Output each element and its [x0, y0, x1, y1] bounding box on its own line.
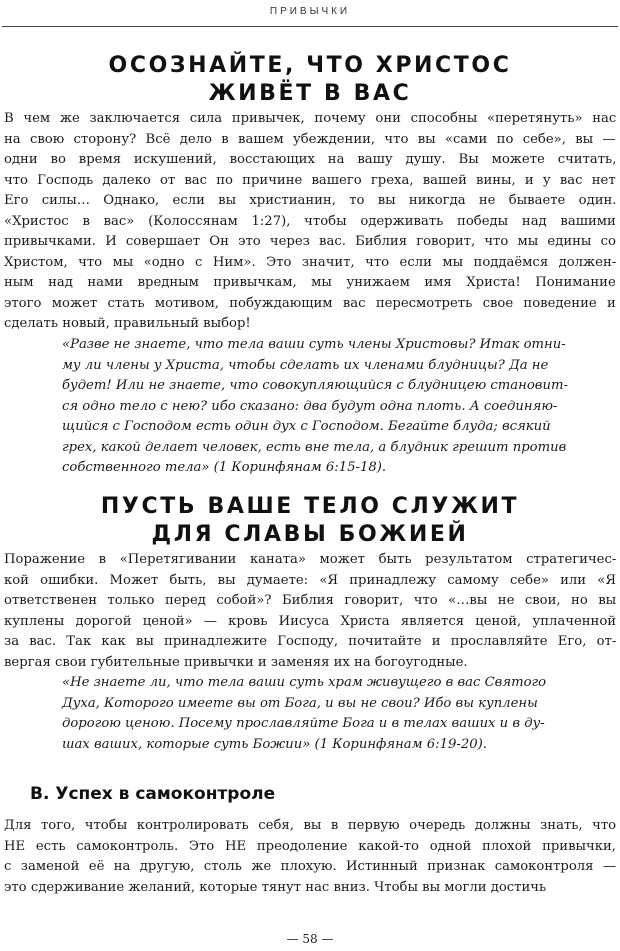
section1-scripture-quote: [62, 335, 614, 479]
quote-line: «Разве не знаете, что тела ваши суть члены Христовы? Итак отни-: [62, 337, 566, 352]
text-line: на свою сторону? Всё дело в вашем убеждении, что вы «сами по себе», вы —: [4, 131, 616, 147]
text-line: это сдерживание желаний, которые тянут нас вниз. Чтобы вы могли достичь: [4, 879, 547, 895]
quote-line: грех, какой делает человек, есть вне тела, а блудник грешит против: [62, 439, 567, 455]
text-line: В чем же заключается сила привычек, почему они способны «перетянуть» нас: [4, 111, 617, 126]
subsection-heading: В. Успех в самоконтроле: [30, 784, 276, 804]
text-line: Христом, что мы «одно с Ним». Это значит, что если мы поддаёмся должен-: [4, 254, 617, 270]
section1-body: [4, 109, 616, 335]
text-line: «Христос в вас» (Колоссянам 1:27), чтобы одерживать победы над вашими: [4, 213, 616, 229]
quote-line: му ли члены у Христа, чтобы сделать их членами блудницы? Да не: [62, 357, 549, 373]
text-line: ным над нами вредным привычкам, мы унижаем имя Христа! Понимание: [4, 275, 616, 290]
heading-line: ПУСТЬ ВАШЕ ТЕЛО СЛУЖИТ: [100, 494, 520, 519]
text-line: одни во время искушений, восстающих на вашу душу. Вы можете считать,: [4, 152, 617, 167]
text-line: Его силы… Однако, если вы христианин, то вы никогда не бываете один.: [4, 193, 617, 208]
text-line: за вас. Так как вы принадлежите Господу, почитайте и прославляйте Его, от-: [4, 634, 617, 649]
text-line: кой ошибки. Может быть, вы думаете: «Я принадлежу самому себе» или «Я: [4, 572, 617, 588]
section-heading-1: [0, 52, 620, 108]
heading-line: ДЛЯ СЛАВЫ БОЖИЕЙ: [151, 522, 469, 547]
text-line: вергая свои губительные привычки и заменяя их на богоугодные.: [4, 654, 468, 670]
section2-body: [4, 550, 616, 673]
quote-line: дорогою ценою. Посему прославляйте Бога и в телах ваших и в ду-: [62, 716, 545, 731]
quote-line: шах ваших, которые суть Божии» (1 Коринфянам 6:19-20).: [62, 736, 487, 752]
text-line: НЕ есть самоконтроль. Это НЕ преодоление какой-то одной плохой привычки,: [4, 838, 616, 854]
quote-line: «Не знаете ли, что тела ваши суть храм живущего в вас Святого: [62, 675, 547, 690]
section3-body: [4, 816, 616, 898]
heading-line: ЖИВЁТ В ВАС: [208, 81, 412, 106]
text-line: привычками. И совершает Он это через вас. Библия говорит, что мы едины со: [4, 234, 616, 249]
text-line: этого может стать мотивом, побуждающим вас пересмотреть свое поведение и: [4, 295, 616, 311]
heading-line: ОСОЗНАЙТЕ, ЧТО ХРИСТОС: [108, 53, 512, 78]
text-line: с заменой её на другую, столь же плохую. Истинный признак самоконтроля —: [4, 859, 617, 874]
text-line: куплены дорогой ценой» — кровь Иисуса Христа является ценой, уплаченной: [4, 613, 617, 629]
page-number: — 58 —: [286, 932, 334, 946]
quote-line: Духа, Которого имеете вы от Бога, и вы не свои? Ибо вы куплены: [62, 695, 538, 711]
section2-scripture-quote: [62, 673, 614, 755]
quote-line: собственного тела» (1 Коринфянам 6:15-18).: [62, 460, 387, 475]
running-head: ПРИВЫЧКИ: [269, 6, 351, 17]
section-heading-2: [0, 493, 620, 549]
text-line: Для того, чтобы контролировать себя, вы в первую очередь должны знать, что: [4, 818, 617, 833]
text-line: ответственен только перед собой»? Библия говорит, что «…вы не свои, но вы: [4, 593, 617, 608]
text-line: что Господь далеко от вас по причине вашего греха, вашей вины, и у вас нет: [4, 172, 616, 188]
header-rule: [2, 26, 618, 27]
quote-line: будет! Или не знаете, что совокупляющийся с блудницею становит-: [62, 378, 568, 393]
quote-line: ся одно тело с нею? ибо сказано: два будут одна плоть. А соединяю-: [62, 398, 558, 414]
quote-line: щийся с Господом есть один дух с Господом. Бегайте блуда; всякий: [62, 419, 551, 434]
text-line: Поражение в «Перетягивании каната» может быть результатом стратегичес-: [4, 552, 617, 567]
text-line: сделать новый, правильный выбор!: [4, 316, 251, 331]
